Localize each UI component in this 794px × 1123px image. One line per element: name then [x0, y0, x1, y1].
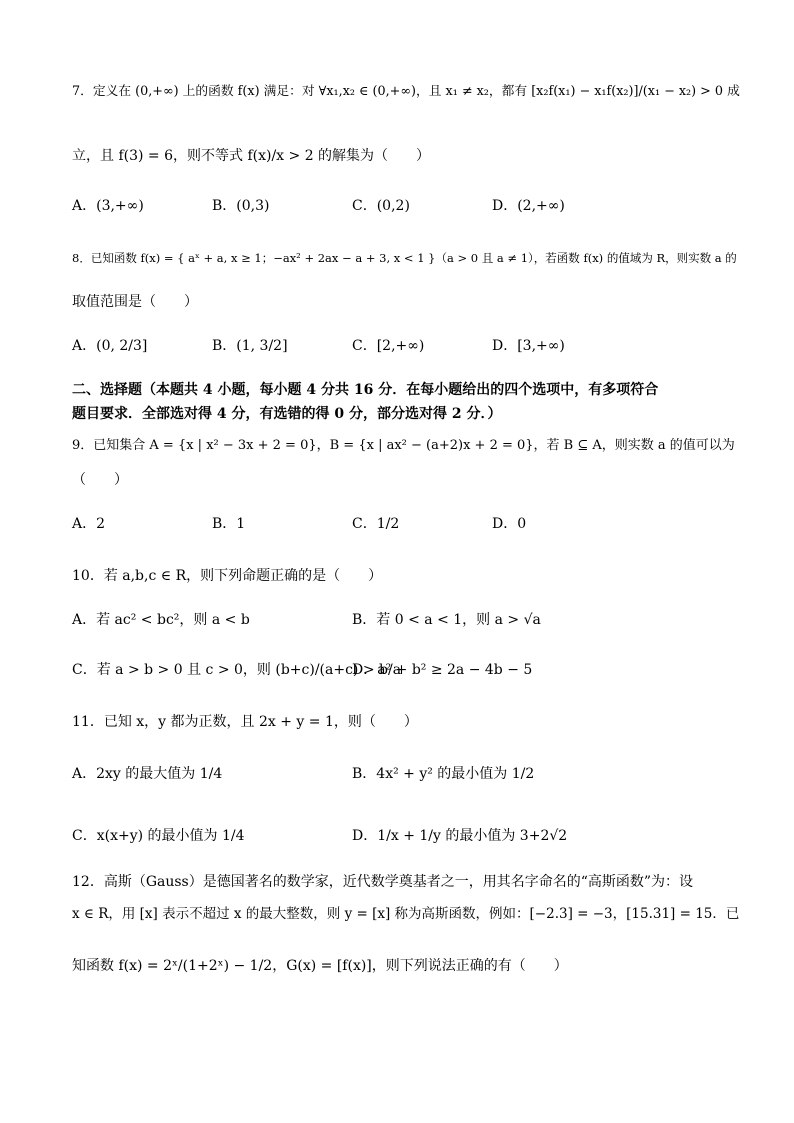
q11-option-d: D．1/x + 1/y 的最小值为 3+2√2: [352, 828, 568, 844]
q9-stem-line2: （ ）: [72, 472, 128, 488]
q12-stem-line3: 知函数 f(x) = 2ˣ/(1+2ˣ) − 1/2，G(x) = [f(x)]，则下列说法正确的有（ ）: [72, 958, 568, 974]
q11-stem: 11．已知 x，y 都为正数，且 2x + y = 1，则（ ）: [72, 714, 418, 730]
q9-option-d: D．0: [492, 516, 527, 532]
q8-stem-line2: 取值范围是（ ）: [72, 294, 198, 310]
q12-stem-line1: 12．高斯（Gauss）是德国著名的数学家，近代数学奠基者之一，用其名字命名的“高斯函数”为：设: [72, 874, 694, 890]
q10-option-b: B．若 0 < a < 1，则 a > √a: [352, 612, 541, 628]
q8-option-d: D．[3,+∞): [492, 338, 565, 354]
q7-stem-line2: 立，且 f(3) = 6，则不等式 f(x)/x > 2 的解集为（ ）: [72, 148, 431, 164]
q7-stem-line1: 7．定义在 (0,+∞) 上的函数 f(x) 满足：对 ∀x₁,x₂ ∈ (0,+∞)，且 x₁ ≠ x₂，都有 [x₂f(x₁) − x₁f(x₂)]/(x₁ − x₂) > 0 成: [72, 84, 740, 99]
q7-option-b: B．(0,3): [212, 198, 270, 214]
q11-option-a: A．2xy 的最大值为 1/4: [72, 766, 223, 782]
q7-option-a: A．(3,+∞): [72, 198, 144, 214]
q8-option-a: A．(0, 2/3]: [72, 338, 148, 354]
q10-option-c: C．若 a > b > 0 且 c > 0，则 (b+c)/(a+c) > b/a: [72, 662, 402, 678]
q10-option-a: A．若 ac² < bc²，则 a < b: [72, 612, 250, 628]
q9-option-a: A．2: [72, 516, 106, 532]
section-2-heading-line1: 二、选择题（本题共 4 小题，每小题 4 分共 16 分．在每小题给出的四个选项中，有多项符合: [72, 382, 659, 398]
q9-option-b: B．1: [212, 516, 246, 532]
q8-option-b: B．(1, 3/2]: [212, 338, 288, 354]
q10-stem: 10．若 a,b,c ∈ R，则下列命题正确的是（ ）: [72, 568, 383, 584]
q8-option-c: C．[2,+∞): [352, 338, 425, 354]
q7-option-c: C．(0,2): [352, 198, 410, 214]
q7-option-d: D．(2,+∞): [492, 198, 565, 214]
q9-stem-line1: 9．已知集合 A = {x | x² − 3x + 2 = 0}，B = {x | ax² − (a+2)x + 2 = 0}，若 B ⊆ A，则实数 a 的值可以为: [72, 438, 735, 453]
q11-option-b: B．4x² + y² 的最小值为 1/2: [352, 766, 535, 782]
q9-option-c: C．1/2: [352, 516, 400, 532]
q10-option-d: D．a² + b² ≥ 2a − 4b − 5: [352, 662, 533, 678]
q12-stem-line2: x ∈ R，用 [x] 表示不超过 x 的最大整数，则 y = [x] 称为高斯函数，例如：[−2.3] = −3，[15.31] = 15．已: [72, 906, 740, 922]
q8-stem-line1: 8．已知函数 f(x) = { aˣ + a, x ≥ 1；−ax² + 2ax − a + 3, x < 1 }（a > 0 且 a ≠ 1），若函数 f(x) 的值域为 R，则实数 a 的: [72, 251, 737, 265]
q11-option-c: C．x(x+y) 的最小值为 1/4: [72, 828, 245, 844]
section-2-heading-line2: 题目要求．全部选对得 4 分，有选错的得 0 分，部分选对得 2 分．）: [72, 406, 502, 422]
